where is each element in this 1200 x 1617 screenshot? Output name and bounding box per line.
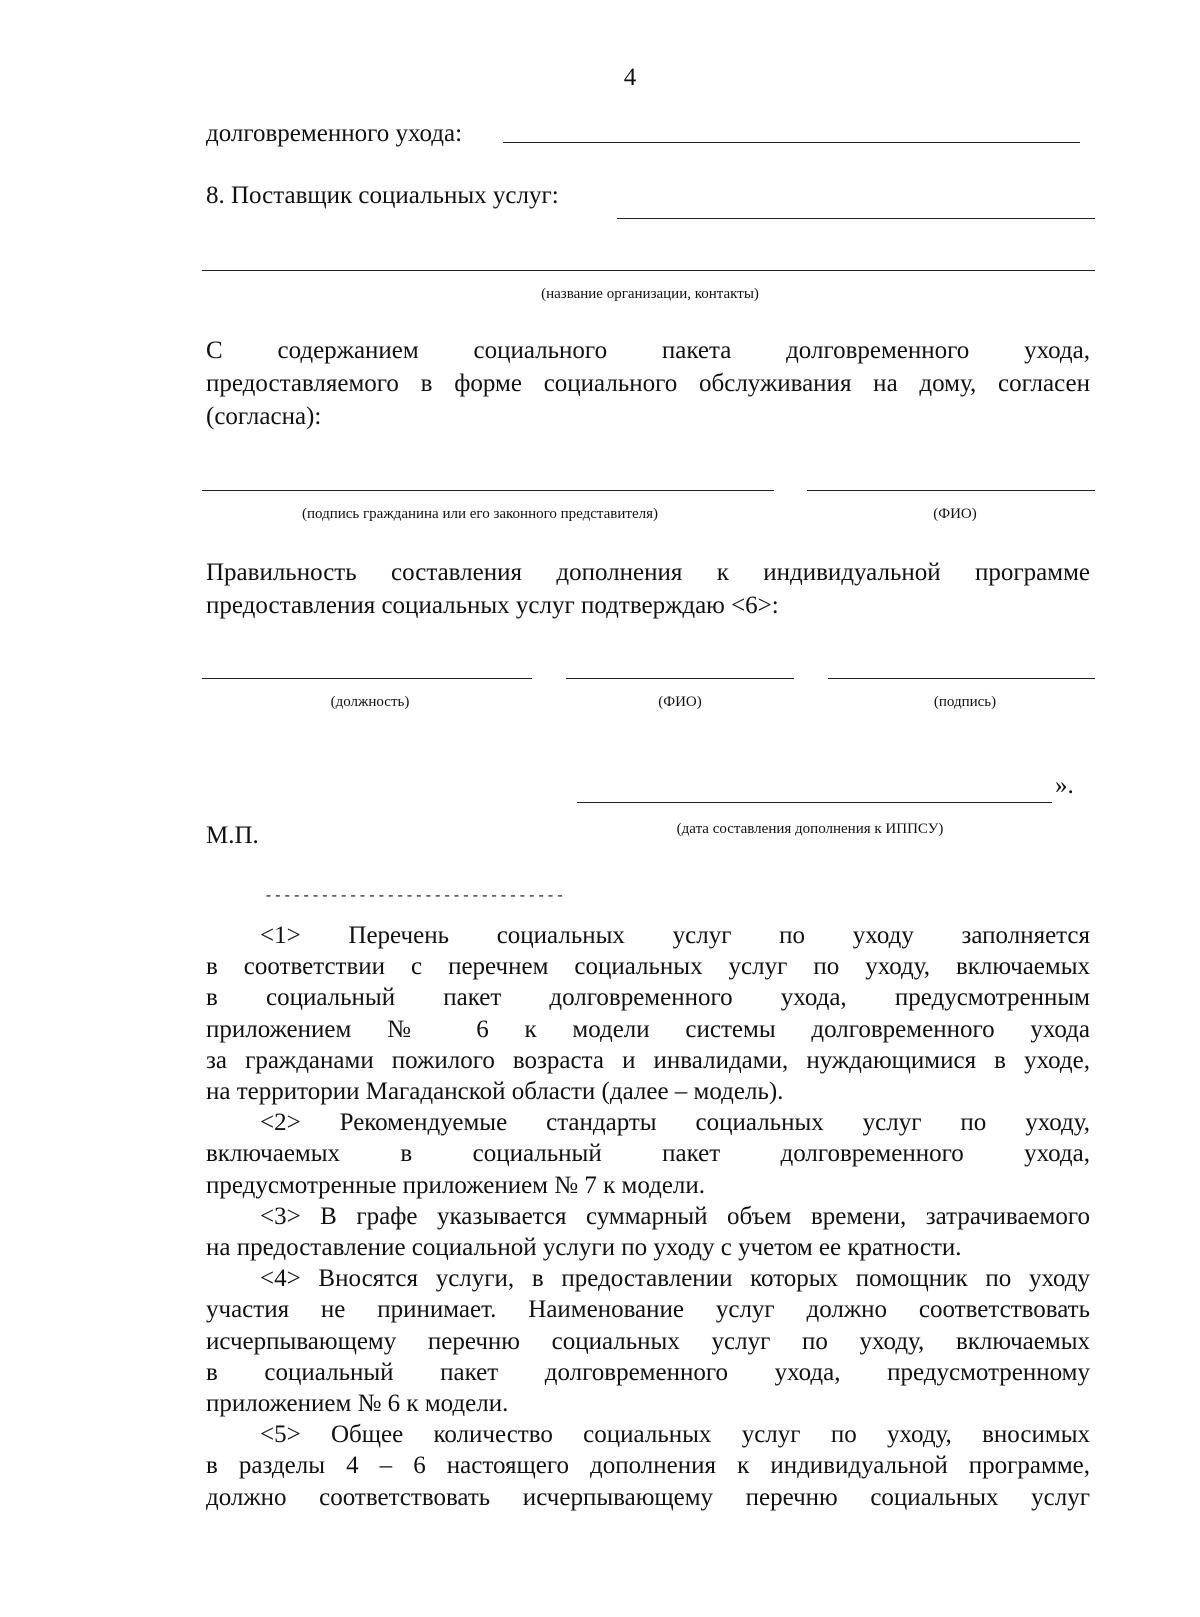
- footnote-2-line: включаемых в социальный пакет долговременного ухода,: [206, 1140, 1090, 1168]
- footnote-2-line: <2> Рекомендуемые стандарты социальных услуг по уходу,: [260, 1109, 1090, 1137]
- confirmation-signature-line: [828, 678, 1095, 679]
- consent-line-2: предоставляемого в форме социального обслуживания на дому, согласен: [206, 370, 1090, 397]
- footnote-2: [206, 1107, 1090, 1201]
- confirmation-position-caption: (должность): [330, 694, 410, 710]
- footnote-separator: --------------------------------: [264, 888, 565, 905]
- date-line: [577, 802, 1052, 803]
- footnote-4: [206, 1263, 1090, 1419]
- consent-line-3: (согласна):: [206, 403, 322, 430]
- item8-label: 8. Поставщик социальных услуг:: [206, 182, 559, 209]
- footnote-4-line: <4> Вносятся услуги, в предоставлении которых помощник по уходу: [260, 1265, 1090, 1293]
- footnote-5: [206, 1419, 1090, 1513]
- footnote-3-line: на предоставление социальной услуги по уходу с учетом ее кратности.: [206, 1234, 962, 1262]
- footnote-1-line: <1> Перечень социальных услуг по уходу заполняется: [260, 922, 1090, 949]
- consent-fio-line: [807, 490, 1095, 491]
- footnotes: [206, 920, 1090, 1513]
- footnote-1-line: за гражданами пожилого возраста и инвалидами, нуждающимися в уходе,: [206, 1046, 1090, 1074]
- footnote-5-line: <5> Общее количество социальных услуг по уходу, вносимых: [260, 1421, 1090, 1449]
- item7-label: долговременного ухода:: [206, 120, 463, 147]
- footnote-4-line: участия не принимает. Наименование услуг должно соответствовать: [206, 1296, 1090, 1324]
- item8-caption: (название организации, контакты): [541, 286, 759, 302]
- consent-signature-line: [202, 490, 774, 491]
- date-caption: (дата составления дополнения к ИППСУ): [676, 821, 944, 837]
- consent-line-1: С содержанием социального пакета долговременного ухода,: [206, 337, 1090, 364]
- confirmation-fio-line: [566, 678, 794, 679]
- footnote-1-line: в соответствии с перечнем социальных услуг по уходу, включаемых: [206, 953, 1090, 981]
- confirmation-position-line: [202, 678, 532, 679]
- footnote-3-line: <3> В графе указывается суммарный объем времени, затрачиваемого: [260, 1202, 1090, 1230]
- page-number: 4: [623, 64, 637, 91]
- confirmation-line-1: Правильность составления дополнения к индивидуальной программе: [206, 559, 1090, 586]
- footnote-4-line: исчерпывающему перечню социальных услуг по уходу, включаемых: [206, 1327, 1090, 1355]
- footnote-1-line: на территории Магаданской области (далее – модель).: [206, 1078, 784, 1106]
- date-closing-quote: ».: [1055, 772, 1074, 799]
- footnote-5-line: в разделы 4 – 6 настоящего дополнения к индивидуальной программе,: [206, 1452, 1090, 1480]
- stamp-place-label: М.П.: [206, 822, 259, 849]
- item8-fill-line: [617, 218, 1095, 219]
- consent-signature-caption: (подпись гражданина или его законного представителя): [301, 506, 659, 522]
- footnote-1: [206, 920, 1090, 1107]
- footnote-1-line: в социальный пакет долговременного ухода, предусмотренным: [206, 984, 1090, 1012]
- confirmation-fio-caption: (ФИО): [658, 694, 702, 710]
- consent-fio-caption: (ФИО): [933, 506, 977, 522]
- footnote-1-line: приложением № 6 к модели системы долговременного ухода: [206, 1015, 1090, 1043]
- footnote-2-line: предусмотренные приложением № 7 к модели.: [206, 1171, 706, 1199]
- footnote-3: [206, 1201, 1090, 1263]
- confirmation-signature-caption: (подпись): [933, 694, 997, 710]
- item7-fill-line: [503, 142, 1080, 143]
- footnote-4-line: приложением № 6 к модели.: [206, 1390, 509, 1418]
- footnote-4-line: в социальный пакет долговременного ухода, предусмотренному: [206, 1358, 1090, 1386]
- item8-org-line: [202, 270, 1095, 271]
- confirmation-line-2: предоставления социальных услуг подтверждаю <6>:: [206, 592, 779, 619]
- footnote-5-line: должно соответствовать исчерпывающему перечню социальных услуг: [206, 1483, 1090, 1511]
